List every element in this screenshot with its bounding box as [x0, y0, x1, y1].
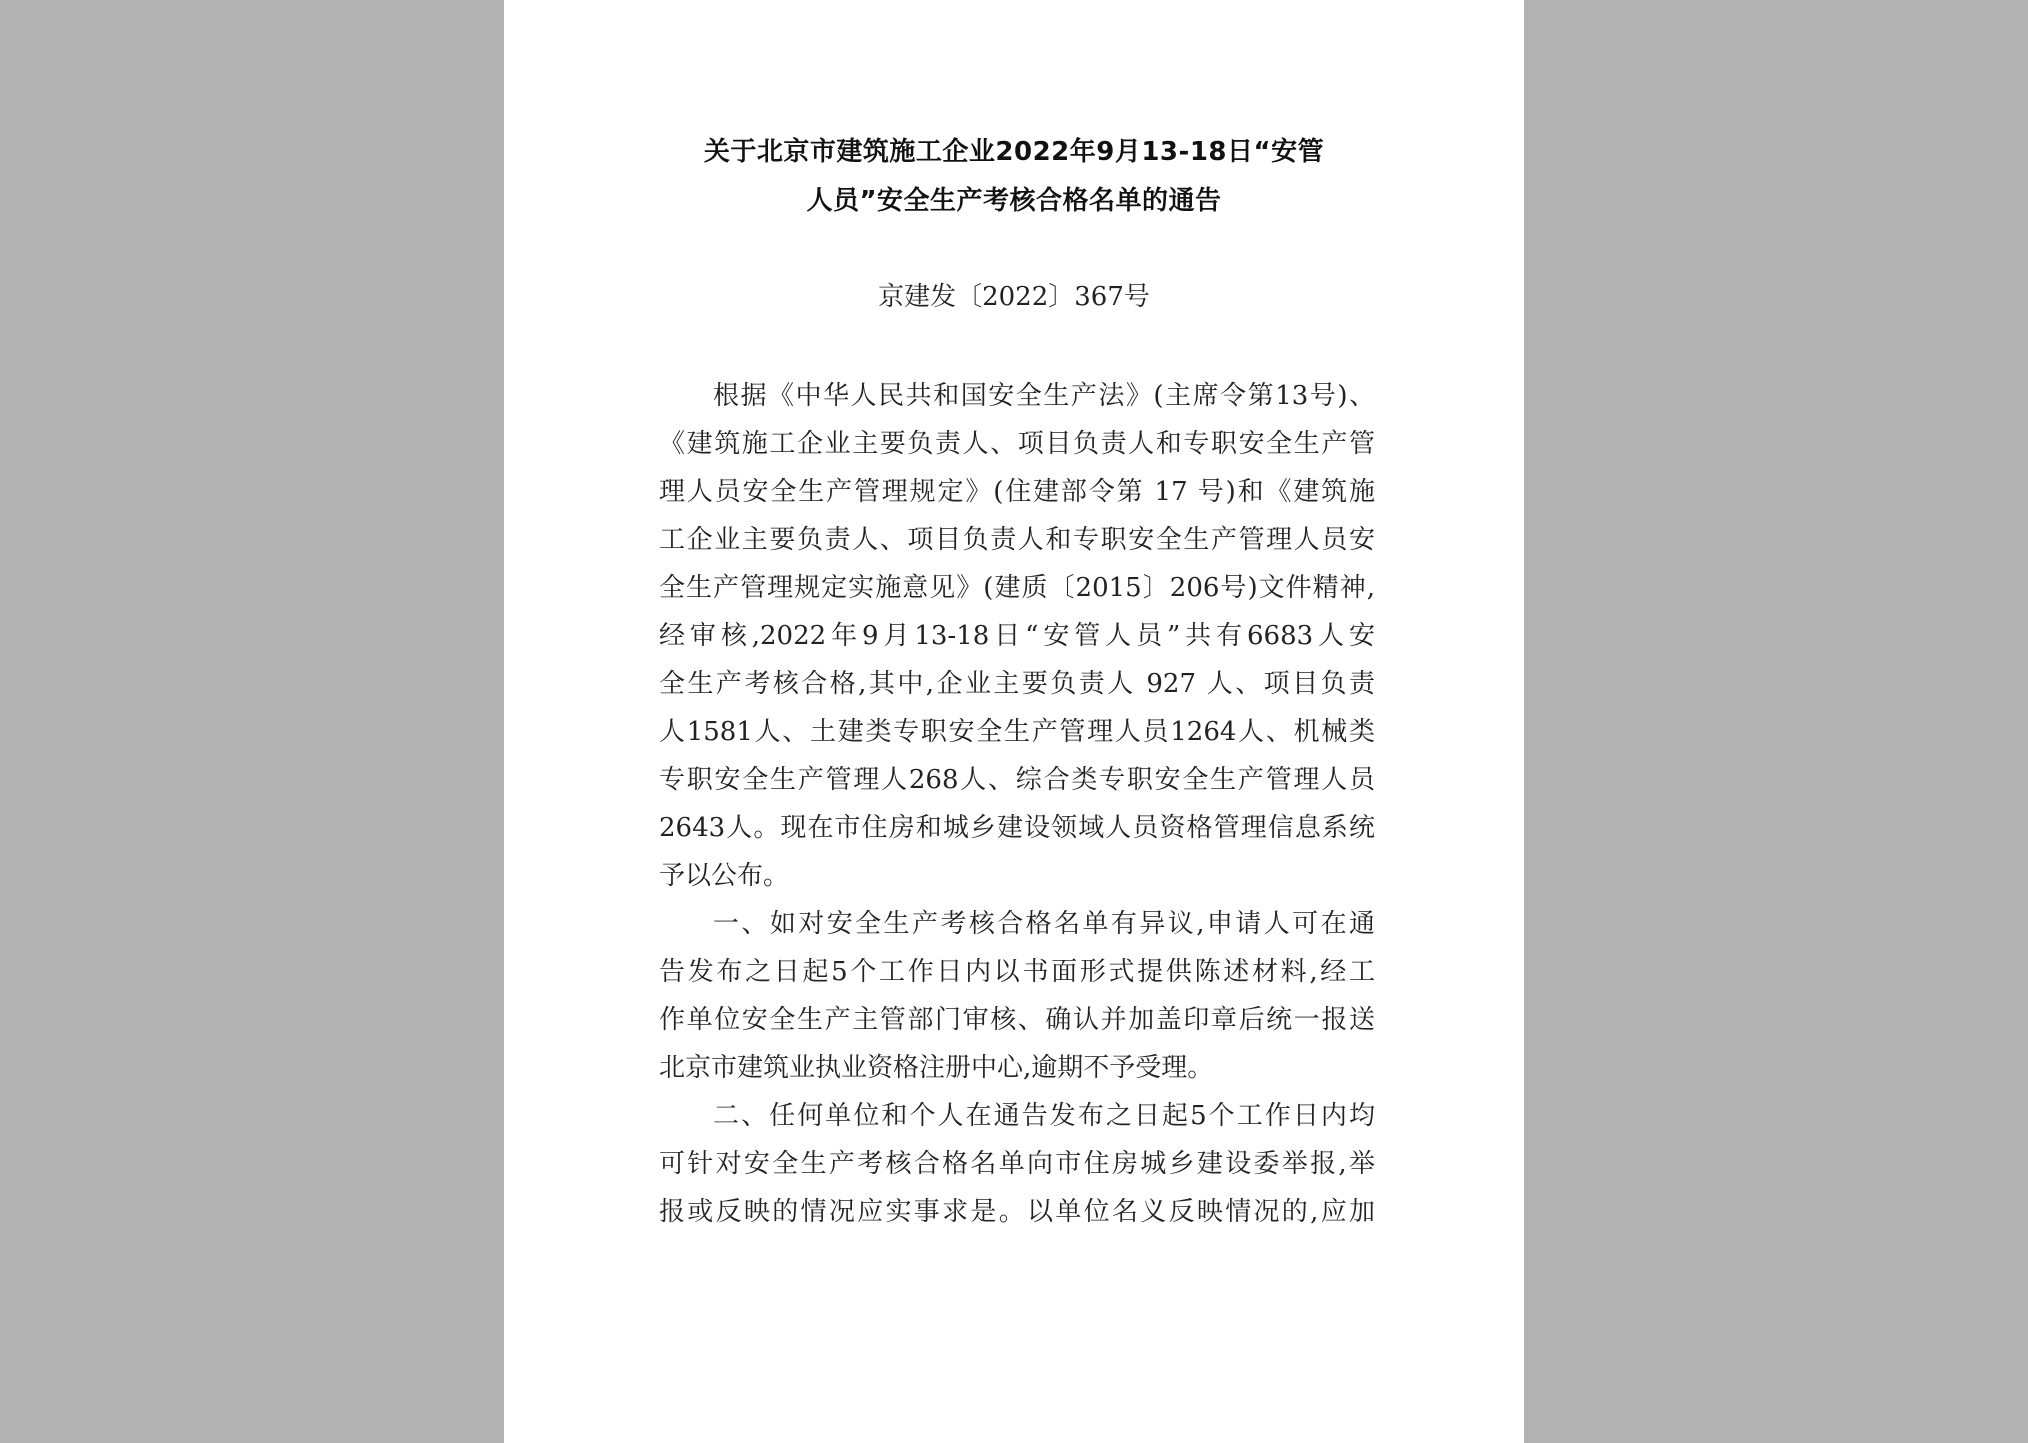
title-line: 关于北京市建筑施工企业2022年9月13-18日“安管: [703, 137, 1325, 167]
body-line: 工企业主要负责人、项目负责人和专职安全生产管理人员安: [659, 525, 1375, 555]
title-line: 人员”安全生产考核合格名单的通告: [806, 186, 1222, 216]
document-body: [659, 372, 1375, 1236]
body-line: 人1581人、土建类专职安全生产管理人员1264人、机械类: [659, 717, 1375, 747]
body-line: 全生产考核合格,其中,企业主要负责人 927 人、项目负责: [659, 669, 1375, 699]
body-line: 专职安全生产管理人268人、综合类专职安全生产管理人员: [659, 765, 1375, 795]
body-line: 北京市建筑业执业资格注册中心,逾期不予受理。: [659, 1053, 1214, 1083]
document-title: [504, 128, 1524, 226]
body-line: 可针对安全生产考核合格名单向市住房城乡建设委举报,举: [659, 1149, 1375, 1179]
body-line: 理人员安全生产管理规定》(住建部令第 17 号)和《建筑施: [659, 477, 1375, 507]
body-line: 一、如对安全生产考核合格名单有异议,申请人可在通: [713, 909, 1375, 939]
body-line: 经审核,2022年9月13-18日“安管人员”共有6683人安: [659, 621, 1375, 651]
body-line: 《建筑施工企业主要负责人、项目负责人和专职安全生产管: [659, 429, 1375, 459]
document-page: [504, 0, 1524, 1443]
body-line: 二、任何单位和个人在通告发布之日起5个工作日内均: [713, 1101, 1375, 1131]
body-line: 全生产管理规定实施意见》(建质〔2015〕206号)文件精神,: [659, 573, 1375, 603]
body-line: 2643人。现在市住房和城乡建设领域人员资格管理信息系统: [659, 813, 1375, 843]
body-line: 作单位安全生产主管部门审核、确认并加盖印章后统一报送: [659, 1005, 1375, 1035]
document-number: 京建发〔2022〕367号: [878, 282, 1150, 312]
body-line: 告发布之日起5个工作日内以书面形式提供陈述材料,经工: [659, 957, 1375, 987]
body-line: 予以公布。: [659, 861, 790, 891]
body-line: 报或反映的情况应实事求是。以单位名义反映情况的,应加: [659, 1197, 1375, 1227]
body-line: 根据《中华人民共和国安全生产法》(主席令第13号)、: [713, 381, 1375, 411]
